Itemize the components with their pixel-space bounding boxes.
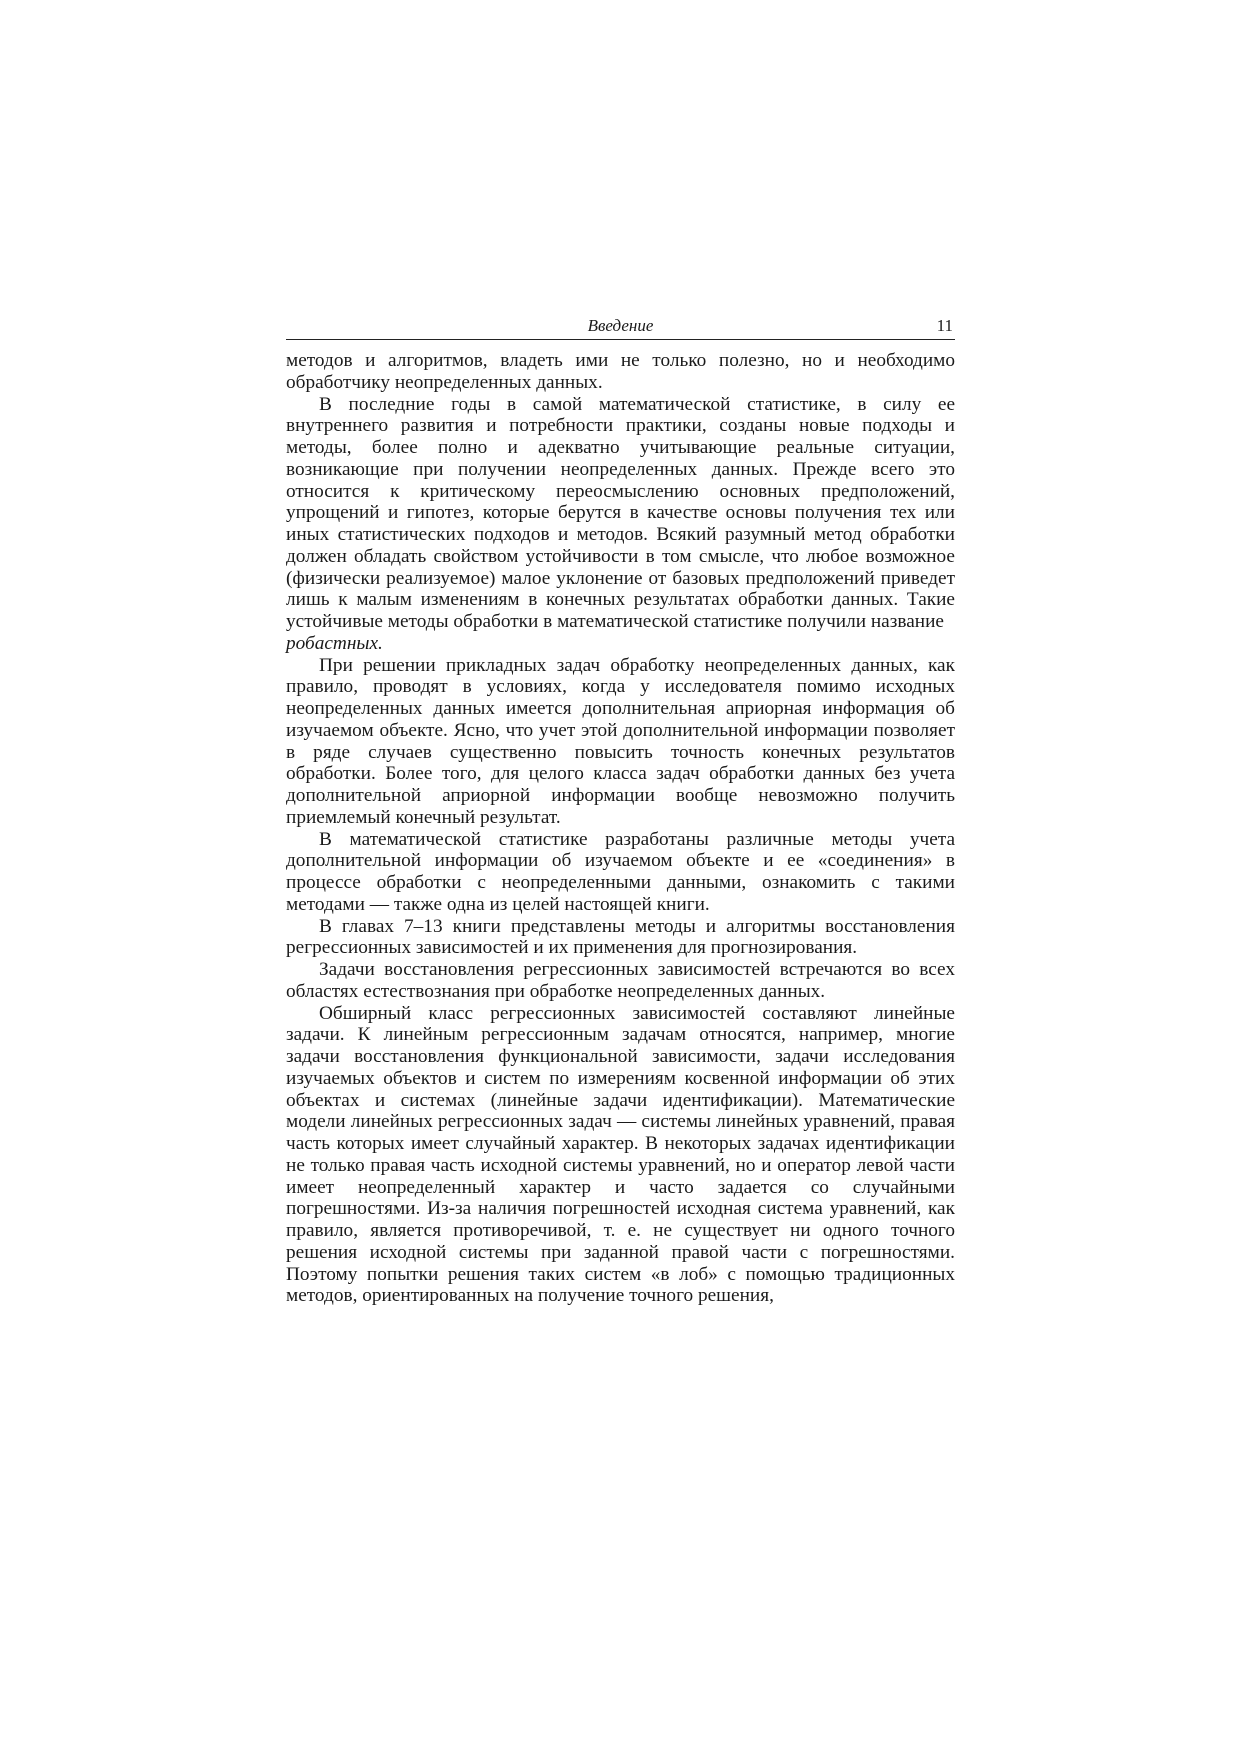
book-page xyxy=(286,313,955,1307)
paragraph-text: В последние годы в самой математической статистике, в силу ее внутреннего развития и потребности практики, созданы новые подходы и методы, более полно и адекватно учитывающие реальные ситуации, возникающие при получении неопределенных данных. Прежде всего это относится к критическому переосмыслению основных предположений, упрощений и гипотез, которые берутся в качестве основы получения тех или иных статистических подходов и методов. Всякий разумный метод обработки должен обладать свойством устойчивости в том смысле, что любое возможное (физически реализуемое) малое уклонение от базовых предположений приведет лишь к малым изменениям в конечных результатах обработки данных. Такие устойчивые методы обработки в математической статистике получили название xyxy=(286,393,955,632)
paragraph-chapters-overview: В главах 7–13 книги представлены методы и алгоритмы восстановления регрессионных зависимостей и их применения для прогнозирования. xyxy=(286,915,955,959)
emphasized-term: робастных. xyxy=(286,632,383,654)
page-number: 11 xyxy=(936,316,953,335)
body-text xyxy=(286,350,955,1307)
paragraph-regression-tasks: Задачи восстановления регрессионных зависимостей встречаются во всех областях естествознания при обработке неопределенных данных. xyxy=(286,959,955,1002)
paragraph-robust-methods xyxy=(286,394,955,655)
paragraph-linear-problems: Обширный класс регрессионных зависимостей составляют линейные задачи. К линейным регрессионным задачам относятся, например, многие задачи восстановления функциональной зависимости, задачи исследования изучаемых объектов и систем по измерениям косвенной информации об этих объектах и системах (линейные задачи идентификации). Математические модели линейных регрессионных задач — системы линейных уравнений, правая часть которых имеет случайный характер. В некоторых задачах идентификации не только правая часть исходной системы уравнений, но и оператор левой части имеет неопределенный характер и часто задается со случайными погрешностями. Из-за наличия погрешностей исходная система уравнений, как правило, является противоречивой, т. е. не существует ни одного точного решения исходной системы при заданной правой части с погрешностями. Поэтому попытки решения таких систем «в лоб» с помощью традиционных методов, ориентированных на получение точного решения, xyxy=(286,1002,955,1307)
running-head xyxy=(286,313,955,340)
running-title: Введение xyxy=(587,316,654,335)
paragraph-combining-information: В математической статистике разработаны различные методы учета дополнительной информации об изучаемом объекте и ее «соединения» в процессе обработки с неопределенными данными, ознакомить с такими методами — также одна из целей настоящей книги. xyxy=(286,828,955,915)
paragraph-continuation: методов и алгоритмов, владеть ими не только полезно, но и необходимо обработчику неопределенных данных. xyxy=(286,350,955,393)
paragraph-a-priori-information: При решении прикладных задач обработку неопределенных данных, как правило, проводят в условиях, когда у исследователя помимо исходных неопределенных данных имеется дополнительная априорная информация об изучаемом объекте. Ясно, что учет этой дополнительной информации позволяет в ряде случаев существенно повысить точность конечных результатов обработки. Более того, для целого класса задач обработки данных без учета дополнительной априорной информации вообще невозможно получить приемлемый конечный результат. xyxy=(286,654,955,828)
